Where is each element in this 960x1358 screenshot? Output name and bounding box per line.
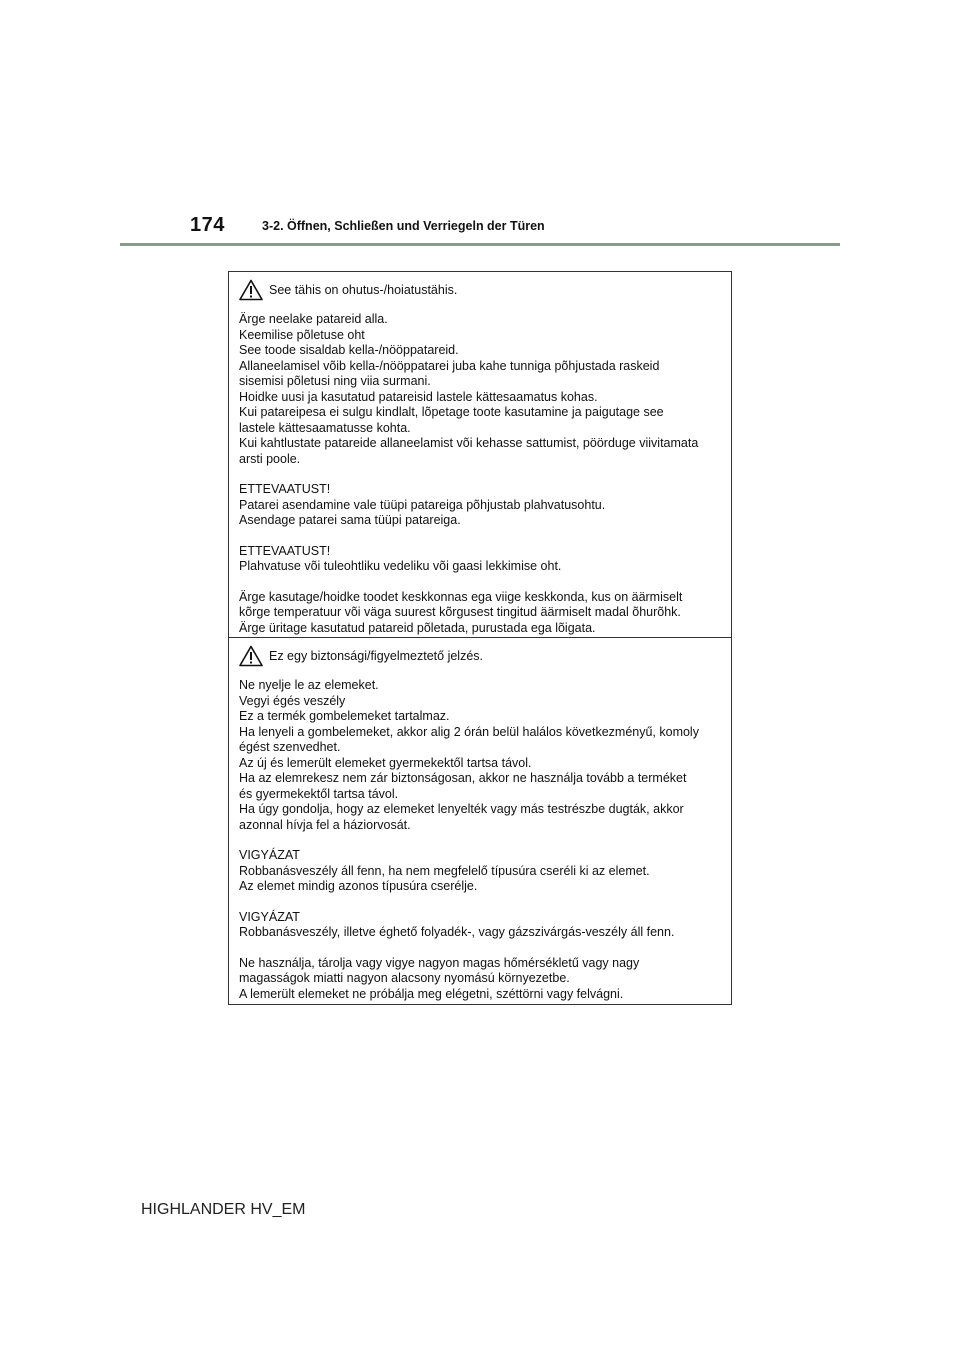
text-line: lastele kättesaamatusse kohta. bbox=[239, 420, 411, 435]
text-line: A lemerült elemeket ne próbálja meg elégetni, széttörni vagy felvágni. bbox=[239, 986, 624, 1001]
text-line: azonnal hívja fel a háziorvosát. bbox=[239, 817, 411, 832]
paragraph-block bbox=[239, 544, 721, 575]
text-line: Az új és lemerült elemeket gyermekektől tartsa távol. bbox=[239, 755, 532, 770]
paragraph-block bbox=[239, 678, 721, 833]
caution-label: VIGYÁZAT bbox=[239, 848, 300, 862]
text-line: Robbanásveszély, illetve éghető folyadék-, vagy gázszivárgás-veszély áll fenn. bbox=[239, 925, 675, 939]
text-line: Asendage patarei sama tüüpi patareiga. bbox=[239, 513, 461, 527]
text-line: Ez a termék gombelemeket tartalmaz. bbox=[239, 709, 450, 723]
section-body bbox=[239, 312, 721, 636]
section-body bbox=[239, 678, 721, 1002]
warning-triangle-icon bbox=[239, 279, 263, 301]
text-line: Ne használja, tárolja vagy vigye nagyon magas hőmérsékletű vagy nagy bbox=[239, 955, 640, 970]
warning-box bbox=[228, 271, 732, 1005]
section-header bbox=[239, 278, 721, 302]
text-line: Az elemet mindig azonos típusúra cserélje. bbox=[239, 879, 478, 893]
text-line: Ärge üritage kasutatud patareid põletada, purustada ega lõigata. bbox=[239, 620, 596, 635]
text-line: Plahvatuse või tuleohtliku vedeliku või gaasi lekkimise oht. bbox=[239, 559, 562, 573]
text-line: és gyermekektől tartsa távol. bbox=[239, 786, 399, 801]
text-line: Kui kahtlustate patareide allaneelamist või kehasse sattumist, pöörduge viivitamata bbox=[239, 436, 699, 450]
text-line: Vegyi égés veszély bbox=[239, 693, 346, 708]
text-line: Ha az elemrekesz nem zár biztonságosan, akkor ne használja tovább a terméket bbox=[239, 771, 687, 785]
text-line: See toode sisaldab kella-/nööppatareid. bbox=[239, 343, 459, 357]
chapter-title: 3-2. Öffnen, Schließen und Verriegeln der Türen bbox=[262, 219, 545, 233]
caution-label: VIGYÁZAT bbox=[239, 909, 300, 924]
footer-model-name: HIGHLANDER HV_EM bbox=[141, 1201, 306, 1218]
section-header bbox=[239, 644, 721, 668]
text-line: Ha úgy gondolja, hogy az elemeket lenyelték vagy más testrészbe dugták, akkor bbox=[239, 802, 684, 816]
text-line: Hoidke uusi ja kasutatud patareisid lastele kättesaamatus kohas. bbox=[239, 389, 598, 404]
section-heading: See tähis on ohutus-/hoiatustähis. bbox=[269, 283, 458, 297]
text-line: Robbanásveszély áll fenn, ha nem megfelelő típusúra cseréli ki az elemet. bbox=[239, 863, 650, 878]
warning-triangle-icon bbox=[239, 645, 263, 667]
page-number: 174 bbox=[190, 214, 225, 236]
paragraph-block bbox=[239, 848, 721, 895]
text-line: Ärge neelake patareid alla. bbox=[239, 312, 388, 326]
text-line: Kui patareipesa ei sulgu kindlalt, lõpetage toote kasutamine ja paigutage see bbox=[239, 405, 664, 419]
warning-section-hungarian bbox=[229, 637, 731, 1004]
text-line: Ärge kasutage/hoidke toodet keskkonnas ega viige keskkonda, kus on äärmiselt bbox=[239, 589, 683, 604]
paragraph-block bbox=[239, 910, 721, 941]
paragraph-block bbox=[239, 956, 721, 1003]
text-line: égést szenvedhet. bbox=[239, 740, 341, 754]
text-line: magasságok miatti nagyon alacsony nyomású környezetbe. bbox=[239, 971, 570, 985]
text-line: Patarei asendamine vale tüüpi patareiga põhjustab plahvatusohtu. bbox=[239, 497, 606, 512]
text-line: Ne nyelje le az elemeket. bbox=[239, 678, 379, 692]
text-line: Ha lenyeli a gombelemeket, akkor alig 2 órán belül halálos következményű, komoly bbox=[239, 724, 699, 739]
caution-label: ETTEVAATUST! bbox=[239, 482, 331, 496]
paragraph-block bbox=[239, 590, 721, 637]
text-line: Keemilise põletuse oht bbox=[239, 327, 365, 342]
section-heading: Ez egy biztonsági/figyelmeztető jelzés. bbox=[269, 649, 483, 663]
text-line: arsti poole. bbox=[239, 451, 301, 466]
header-rule bbox=[120, 243, 840, 246]
paragraph-block bbox=[239, 482, 721, 529]
text-line: kõrge temperatuur või väga suurest kõrgusest tingitud äärmiselt madal õhurõhk. bbox=[239, 605, 681, 619]
paragraph-block bbox=[239, 312, 721, 467]
text-line: sisemisi põletusi ning viia surmani. bbox=[239, 374, 431, 388]
text-line: Allaneelamisel võib kella-/nööppatarei juba kahe tunniga põhjustada raskeid bbox=[239, 358, 660, 373]
warning-section-estonian bbox=[229, 272, 731, 637]
caution-label: ETTEVAATUST! bbox=[239, 543, 331, 558]
